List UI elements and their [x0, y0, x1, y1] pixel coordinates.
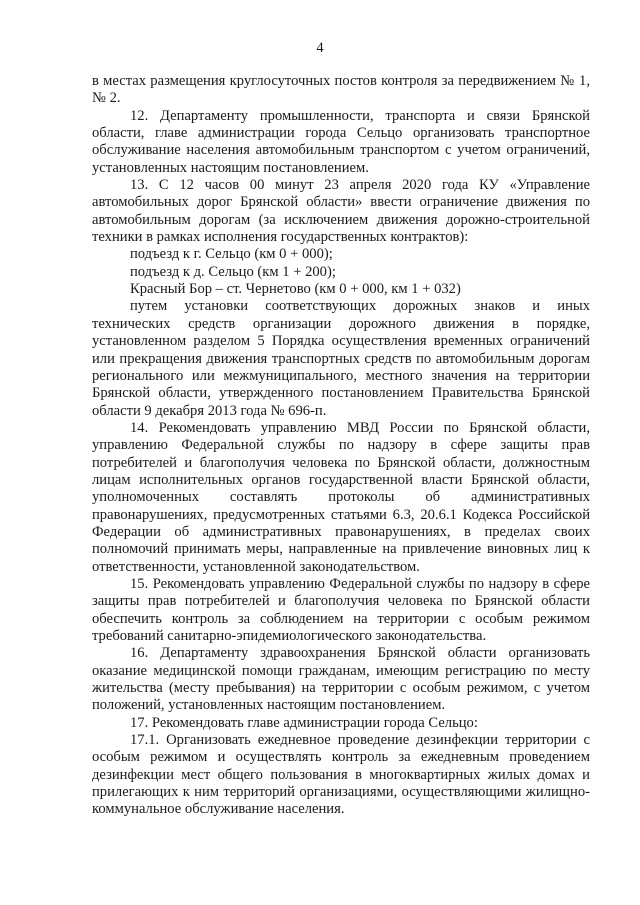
paragraph-17: 17. Рекомендовать главе администрации города Сельцо: — [130, 714, 478, 731]
page-number: 4 — [316, 40, 324, 56]
paragraph-14: 14. Рекомендовать управлению МВД России по Брянской области, управлению Федеральной службы по надзору в сфере защиты прав потребителей и благополучия человека по Брянской области, должностным лицам исполнительных органов государственной власти Брянской области, уполномоченных составлять протоколы об административных правонарушениях, предусмотренных статьями 6.3, 20.6.1 Кодекса Российской Федерации об административных правонарушениях, в пределах своих полномочий принимать меры, направленные на привлечение виновных лиц к ответственности, установленной законодательством. — [92, 419, 590, 575]
road-item-2: подъезд к д. Сельцо (км 1 + 200); — [130, 263, 336, 280]
road-item-3: Красный Бор – ст. Чернетово (км 0 + 000, км 1 + 032) — [130, 281, 461, 298]
paragraph-continuation: в местах размещения круглосуточных постов контроля за передвижением № 1, № 2. — [92, 73, 590, 107]
paragraph-17-1: 17.1. Организовать ежедневное проведение дезинфекции территории с особым режимом и осуществлять контроль за ежедневным проведением дезинфекции мест общего пользования в многоквартирных жилых домах и прилегающих к ним территорий организациями, осуществляющими жилищно-коммунальное обслуживание населения. — [92, 732, 590, 818]
road-item-1: подъезд к г. Сельцо (км 0 + 000); — [130, 246, 333, 263]
document-body — [92, 73, 590, 819]
paragraph-15: 15. Рекомендовать управлению Федеральной службы по надзору в сфере защиты прав потребителей и благополучия человека по Брянской области обеспечить контроль за соблюдением на территории с особым режимом требований санитарно-эпидемиологического законодательства. — [92, 575, 590, 644]
paragraph-12: 12. Департаменту промышленности, транспорта и связи Брянской области, главе администрации города Сельцо организовать транспортное обслуживание населения автомобильным транспортом с учетом ограничений, установленных настоящим постановлением. — [92, 107, 590, 176]
paragraph-13-continuation: путем установки соответствующих дорожных знаков и иных технических средств организации дорожного движения в порядке, установленном разделом 5 Порядка осуществления временных ограничений или прекращения движения транспортных средств по автомобильным дорогам регионального или межмуниципального, местного значения на территории Брянской области, утвержденного постановлением Правительства Брянской области 9 декабря 2013 года № 696-п. — [92, 298, 590, 419]
paragraph-13: 13. С 12 часов 00 минут 23 апреля 2020 года КУ «Управление автомобильных дорог Брянской области» ввести ограничение движения по автомобильным дорогам (за исключением движения дорожно-строительной техники в рамках исполнения государственных контрактов): — [92, 177, 590, 246]
paragraph-16: 16. Департаменту здравоохранения Брянской области организовать оказание медицинской помощи гражданам, имеющим регистрацию по месту жительства (месту пребывания) на территории с особым режимом, с учетом положений, установленных настоящим постановлением. — [92, 645, 590, 714]
